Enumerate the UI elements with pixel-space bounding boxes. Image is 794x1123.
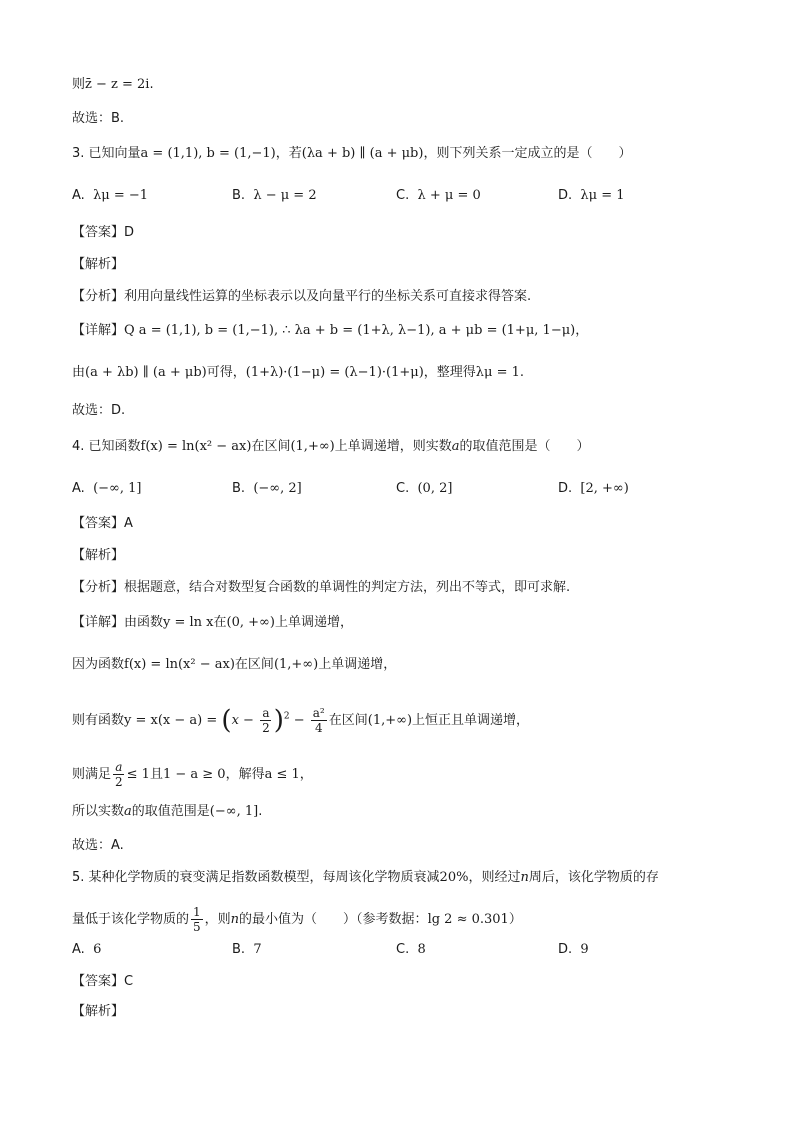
text: 则 — [72, 77, 86, 92]
analysis-heading: 【解析】 — [72, 548, 125, 563]
answer-choice-line: 故选：D. — [72, 403, 126, 418]
option-c: C. 8 — [396, 942, 426, 957]
option-a: A. λμ = −1 — [72, 188, 149, 203]
solution-line: 因为函数f(x) = ln(x² − ax)在区间(1,+∞)上单调递增， — [72, 657, 397, 672]
option-b: B. 7 — [232, 942, 262, 957]
solution-line: 由(a + λb) ∥ (a + μb)可得，(1+λ)·(1−μ) = (λ−1)·(1+μ)，整理得λμ = 1. — [72, 365, 525, 380]
question-5-stem: 5. 某种化学物质的衰变满足指数函数模型，每周该化学物质衰减20%，则经过n周后，该化学物质的存 — [72, 870, 659, 885]
solution-line: 所以实数a的取值范围是(−∞, 1]. — [72, 804, 263, 819]
analysis-heading: 【解析】 — [72, 1004, 125, 1019]
text-line — [72, 76, 154, 94]
analysis-summary: 【分析】利用向量线性运算的坐标表示以及向量平行的坐标关系可直接求得答案. — [72, 289, 532, 304]
option-c: C. λ + μ = 0 — [396, 188, 481, 203]
option-d: D. λμ = 1 — [558, 188, 625, 203]
answer-label: 【答案】D — [72, 225, 135, 240]
text: ，若 — [275, 146, 302, 161]
answer-label: 【答案】C — [72, 974, 134, 989]
option-d: D. [2, +∞) — [558, 481, 629, 496]
math-expression: z̄ − z = 2i — [85, 77, 150, 92]
option-a: A. 6 — [72, 942, 102, 957]
question-5-stem-continued: 量低于该化学物质的 $\frac{1}{5}$ ，则n的最小值为（ ）（参考数据：lg 2 ≈ 0.301） — [72, 905, 522, 934]
text: 3. 已知向量 — [72, 146, 141, 161]
solution-line: 则满足 $\frac{a}{2}$ ≤ 1且1 − a ≥ 0，解得a ≤ 1， — [72, 760, 313, 789]
math-expression: a = (1,1), b = (1,−1) — [140, 146, 276, 161]
detailed-solution: 【详解】Q a = (1,1), b = (1,−1), ∴ λa + b = (1+λ, λ−1), a + μb = (1+μ, 1−μ)， — [72, 323, 589, 338]
option-b: B. (−∞, 2] — [232, 481, 302, 496]
question-3-stem — [72, 145, 631, 163]
option-d: D. 9 — [558, 942, 589, 957]
option-c: C. (0, 2] — [396, 481, 453, 496]
math-expression: (λa + b) ∥ (a + μb) — [301, 146, 424, 161]
answer-choice-line: 故选：A. — [72, 838, 124, 853]
detailed-solution: 【详解】由函数y = ln x在(0, +∞)上单调递增， — [72, 615, 353, 630]
option-a: A. (−∞, 1] — [72, 481, 142, 496]
analysis-heading: 【解析】 — [72, 257, 125, 272]
solution-line: 则有函数y = x(x − a) = (x − $\frac{a}{2}$ )$^2$ − $\frac{\text{a²}}{4}$ 在区间(1,+∞)上恒正且单调递增， — [72, 705, 530, 736]
text: . — [149, 77, 154, 92]
option-b: B. λ − μ = 2 — [232, 188, 317, 203]
text: ，则下列关系一定成立的是（ ） — [423, 146, 632, 161]
answer-choice-line: 故选：B. — [72, 111, 125, 126]
question-4-stem: 4. 已知函数f(x) = ln(x² − ax)在区间(1,+∞)上单调递增，则实数a的取值范围是（ ） — [72, 439, 590, 454]
analysis-summary: 【分析】根据题意，结合对数型复合函数的单调性的判定方法，列出不等式，即可求解. — [72, 580, 571, 595]
answer-label: 【答案】A — [72, 516, 133, 531]
